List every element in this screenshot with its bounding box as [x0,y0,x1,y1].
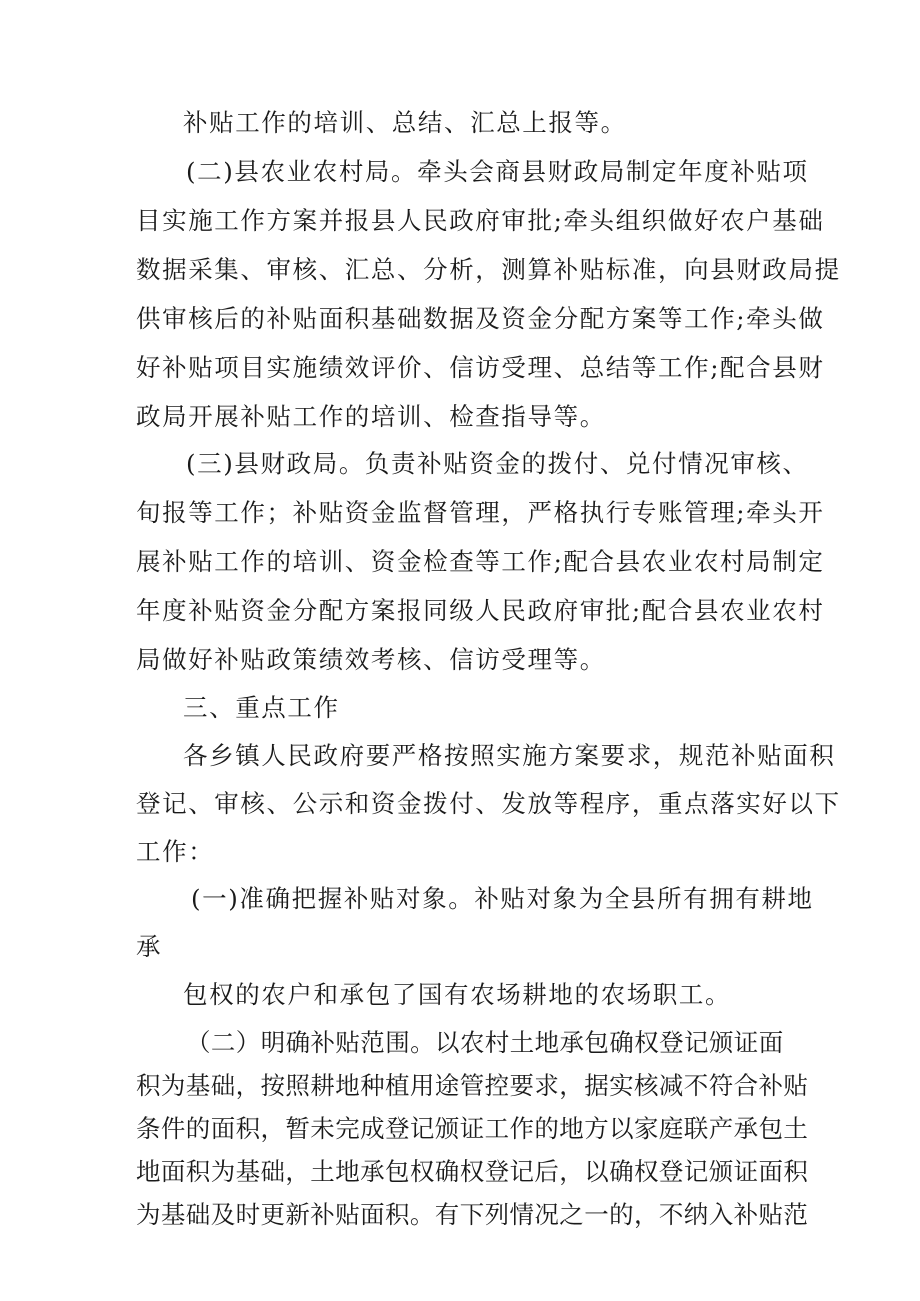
text-line: 展补贴工作的培训、资金检查等工作;配合县农业农村局制定 [136,547,825,576]
text-line: 补贴工作的培训、总结、汇总上报等。 [183,108,627,137]
text-line: 地面积为基础，土地承包权确权登记后，以确权登记颁证面积 [136,1157,809,1186]
text-line: 数据采集、审核、汇总、分析，测算补贴标准，向县财政局提 [136,255,841,284]
paragraph-heading: (一)准确把握补贴对象。补贴对象为全县所有拥有耕地 [191,884,814,913]
text-line: 承 [136,932,163,961]
text-line: 局做好补贴政策绩效考核、信访受理等。 [136,645,606,674]
text-line: 条件的面积，暂未完成登记颁证工作的地方以家庭联产承包土 [136,1114,809,1143]
text-line: 供审核后的补贴面积基础数据及资金分配方案等工作;牵头做 [136,304,825,333]
section-heading: 三、重点工作 [183,693,340,722]
text-line: 为基础及时更新补贴面积。有下列情况之一的，不纳入补贴范 [136,1200,809,1229]
text-line: 好补贴项目实施绩效评价、信访受理、总结等工作;配合县财 [136,353,825,382]
paragraph-heading: （二）明确补贴范围。以农村土地承包确权登记颁证面 [186,1028,784,1057]
text-line: 政局开展补贴工作的培训、检查指导等。 [136,402,606,431]
text-line: 旬报等工作；补贴资金监督管理，严格执行专账管理;牵头开 [136,498,825,527]
paragraph-heading: (三)县财政局。负责补贴资金的拨付、兑付情况审核、 [186,449,809,478]
text-line: 各乡镇人民政府要严格按照实施方案要求，规范补贴面积 [183,741,836,770]
text-line: 目实施工作方案并报县人民政府审批;牵头组织做好农户基础 [136,206,825,235]
text-line: 工作： [136,837,215,866]
text-line: 年度补贴资金分配方案报同级人民政府审批;配合县农业农村 [136,596,825,625]
text-line: 登记、审核、公示和资金拨付、发放等程序，重点落实好以下 [136,789,841,818]
text-line: 积为基础，按照耕地种植用途管控要求，据实核减不符合补贴 [136,1071,809,1100]
text-line: 包权的农户和承包了国有农场耕地的农场职工。 [183,980,732,1009]
paragraph-heading: (二)县农业农村局。牵头会商县财政局制定年度补贴项 [186,157,809,186]
